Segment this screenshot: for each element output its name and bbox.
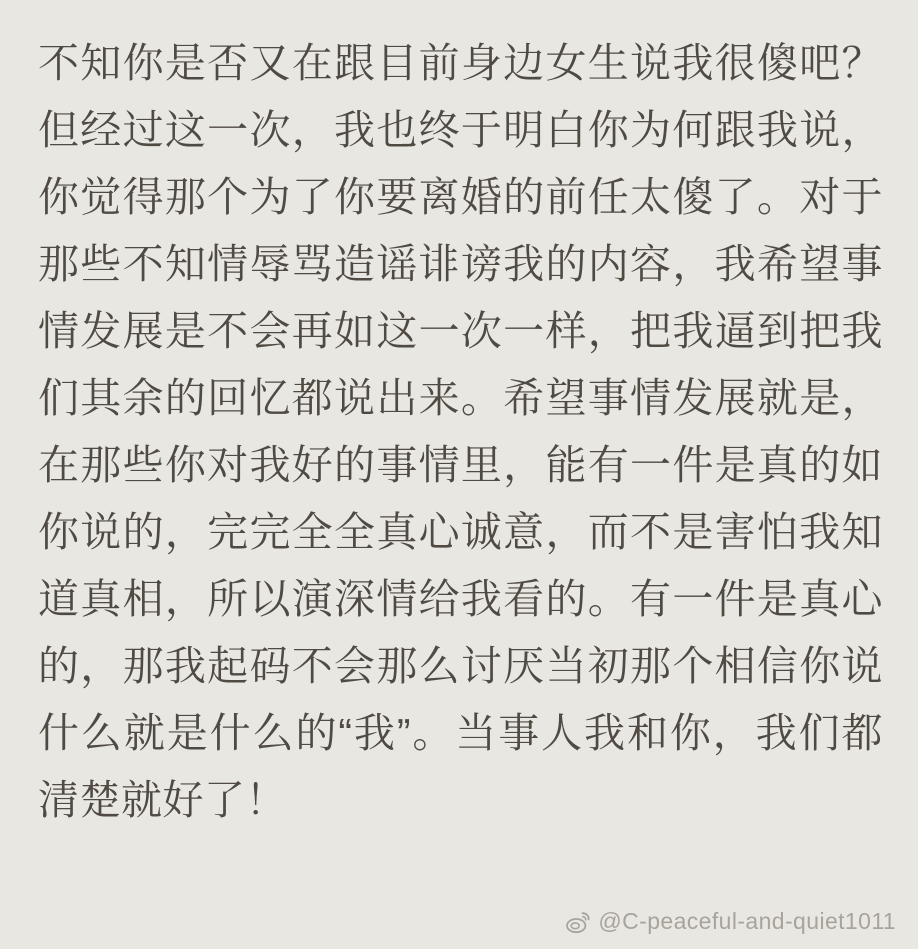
weibo-icon — [565, 909, 591, 935]
watermark-handle: @C-peaceful-and-quiet1011 — [598, 908, 896, 934]
watermark — [565, 908, 896, 935]
document-body-text: 不知你是否又在跟目前身边女生说我很傻吧？但经过这一次，我也终于明白你为何跟我说，你觉得那个为了你要离婚的前任太傻了。对于那些不知情辱骂造谣诽谤我的内容，我希望事情发展是不会再如这一次一样，把我逼到把我们其余的回忆都说出来。希望事情发展就是，在那些你对我好的事情里，能有一件是真的如你说的，完完全全真心诚意，而不是害怕我知道真相，所以演深情给我看的。有一件是真心的，那我起码不会那么讨厌当初那个相信你说什么就是什么的“我”。当事人我和你，我们都清楚就好了！ — [38, 40, 883, 823]
